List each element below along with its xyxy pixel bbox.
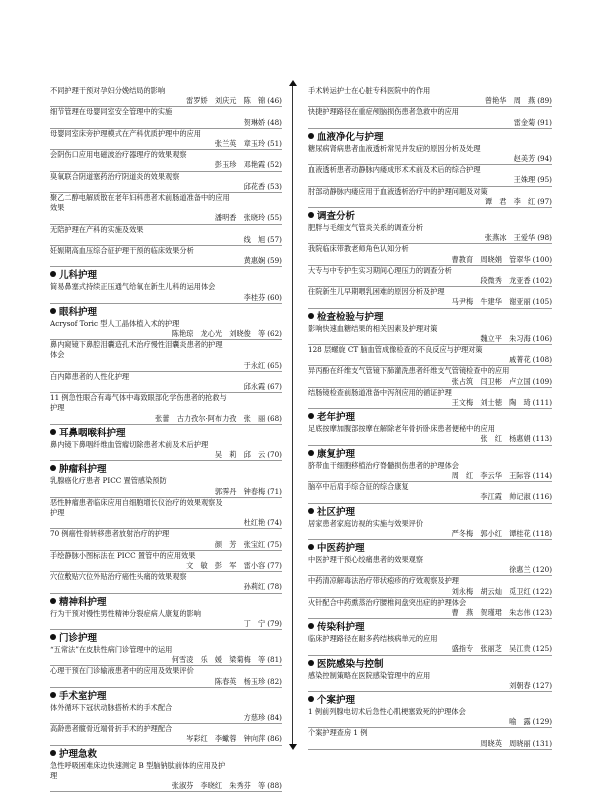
section-heading [308,210,552,223]
entry-page-number: (48) [267,117,282,127]
entry-authors: 曾艳华 周 燕 [484,96,536,106]
entry-authors: 曹教育 周晓娟 管翠华 [451,254,531,264]
entry-title: 个案护理查房 1 例 [308,728,368,738]
entry-authors: 刘朝春 [509,680,531,690]
entry-page-number: (71) [267,486,282,496]
toc-entry[interactable] [308,707,552,728]
toc-entry[interactable] [308,366,552,387]
entry-title: 效果 [50,203,65,213]
toc-entry[interactable] [50,193,282,225]
section-label: 护理急救 [59,748,98,760]
entry-title: 居家患者家庭访视的实施与效果评价 [308,518,424,528]
entry-page-number: (97) [537,196,552,206]
entry-title: 1 例前列腺电切术后急性心肌梗塞致死的护理体会 [308,706,466,716]
toc-entry[interactable] [50,282,282,303]
entry-page-number: (53) [267,181,282,191]
section-label: 康复护理 [317,448,356,460]
entry-page-number: (113) [532,434,552,444]
entry-authors: 雷金菊 [513,117,536,127]
entry-page-number: (129) [532,717,552,727]
entry-title: 无陪护理在产科的实施及效果 [50,224,144,234]
entry-authors: 颜 芳 张宝红 [214,539,266,549]
entry-page-number: (52) [267,160,282,170]
entry-page-number: (89) [537,96,552,106]
section-label: 社区护理 [317,506,356,518]
entry-authors: 丁 宁 [243,618,266,628]
toc-entry[interactable] [308,165,552,186]
bullet-icon [308,212,314,218]
section-label: 眼科护理 [59,306,98,318]
entry-authors: 李江霞 帅记淑 [480,492,531,502]
section-heading [308,621,552,634]
bullet-icon [308,660,314,666]
toc-entry[interactable] [50,372,282,393]
section-label: 调查分析 [317,211,356,223]
section-heading [50,306,282,319]
entry-page-number: (57) [267,234,282,244]
toc-entry[interactable] [308,728,552,749]
entry-title: 我院临床带教老师角色认知分析 [308,244,409,254]
toc-entry[interactable] [50,645,282,666]
entry-page-number: (123) [532,607,552,617]
section-label: 血液净化与护理 [317,131,384,143]
entry-title: 心理干预在门诊输液患者中的应用及效果评价 [50,666,194,676]
column-divider-arrow-up [289,80,297,86]
entry-page-number: (51) [267,139,282,149]
entry-page-number: (46) [267,96,282,106]
entry-page-number: (65) [267,360,282,370]
bullet-icon [50,692,56,698]
entry-authors: 王文梅 刘士徳 陶 琦 [451,398,531,408]
toc-entry[interactable] [308,461,552,482]
entry-authors: 李桂芬 [243,292,266,302]
entry-title: 恶性肿瘤患者临床应用自细胞增长仪治疗的效果观察及 [50,497,223,507]
section-heading [50,463,282,476]
entry-page-number: (94) [537,154,552,164]
toc-entry[interactable] [50,529,282,550]
toc-entry[interactable] [50,340,282,372]
entry-page-number: (116) [532,492,552,502]
entry-page-number: (98) [537,233,552,243]
section-heading [308,542,552,555]
section-heading [308,658,552,671]
toc-entry[interactable] [308,287,552,308]
toc-entry[interactable] [308,345,552,366]
entry-authors: 方慈珍 [243,712,266,722]
entry-title: 手术转运护士在心脏专科医院中的作用 [308,86,431,95]
toc-entry[interactable] [50,246,282,267]
entry-authors: 黄惠娴 [243,256,266,266]
entry-authors: 严冬梅 郭小红 谭桂花 [451,528,531,538]
entry-authors: 喻 露 [509,717,531,727]
entry-title: 穴位敷贴穴位外贴治疗癌性头痛的效果观察 [50,572,187,582]
toc-entry[interactable] [308,388,552,409]
entry-title: 128 层螺旋 CT 脑血管成像检查的不良反应与护理对策 [308,345,483,355]
section-heading [308,311,552,324]
section-heading [308,694,552,707]
column-divider-arrow-down [289,744,297,750]
entry-page-number: (111) [532,398,552,408]
entry-page-number: (125) [532,644,552,654]
toc-entry[interactable] [308,223,552,244]
entry-page-number: (131) [532,738,552,748]
entry-title: 临床护理路径在耐多药结核病单元的应用 [308,634,438,644]
entry-page-number: (75) [267,539,282,549]
entry-title: 火针配合中药熏蒸治疗腰椎间盘突出症的护理体会 [308,597,467,607]
entry-page-number: (122) [532,586,552,596]
entry-title: 糖尿病肾病患者血液透析常见并发症的原因分析及处理 [308,143,481,153]
entry-page-number: (78) [267,582,282,592]
entry-page-number: (82) [267,676,282,686]
entry-title: 快捷护理路径在重症颅脑损伤患者急救中的应用 [308,107,459,117]
toc-entry[interactable] [308,266,552,287]
toc-entry[interactable] [50,476,282,497]
section-label: 手术室护理 [59,690,107,702]
entry-page-number: (118) [532,528,552,538]
entry-title: 母婴同室床旁护理模式在产科优质护理中的应用 [50,128,201,138]
entry-title: 护理 [50,507,65,517]
entry-authors: 何雪凌 乐 媛 梁菊梅 等 [171,655,266,665]
entry-title: 结肠镜检查前肠道准备中泻剂应用的循证护理 [308,387,452,397]
entry-authors: 段微秀 龙亚香 [480,276,531,286]
entry-page-number: (67) [267,382,282,392]
entry-authors: 赵美芳 [513,154,536,164]
entry-page-number: (68) [267,413,282,423]
section-label: 老年护理 [317,412,356,424]
entry-title: 不同护理干预对孕妇分娩结局的影响 [50,86,166,95]
entry-authors: 于永红 [243,360,266,370]
section-heading [50,632,282,645]
entry-page-number: (84) [267,712,282,722]
section-label: 精神科护理 [59,596,107,608]
entry-title: 体外循环下冠状动脉搭桥术的手术配合 [50,702,173,712]
bullet-icon [308,623,314,629]
entry-title: 臭氧联合阴道塞药治疗阴道炎的效果观察 [50,171,180,181]
toc-entry[interactable] [308,144,552,165]
toc-left-column [50,86,282,792]
entry-title: 鼻内镜下鼻咽纤维血管瘤切除患者术前及术后护理 [50,439,209,449]
entry-authors: 周晓英 周晓丽 [480,738,531,748]
section-label: 中医药护理 [317,542,365,554]
entry-page-number: (79) [267,618,282,628]
entry-authors: 张 红 杨惠娟 [480,434,531,444]
entry-authors: 戚菁花 [509,355,531,365]
toc-entry[interactable] [308,107,552,128]
bullet-icon [308,413,314,419]
entry-page-number: (62) [267,329,282,339]
toc-entry[interactable] [50,150,282,171]
toc-entry[interactable] [50,703,282,724]
entry-title: 白内障患者的人性化护理 [50,371,130,381]
entry-page-number: (74) [267,518,282,528]
section-heading [308,506,552,519]
column-divider [292,86,293,746]
bullet-icon [50,634,56,640]
entry-title: 护理 [50,403,65,413]
entry-authors: 邱花香 [243,181,266,191]
entry-authors: 线 旭 [243,234,266,244]
entry-authors: 贺琳娇 [243,117,266,127]
toc-entry[interactable] [308,244,552,265]
entry-authors: 郭霁丹 钟春梅 [214,486,266,496]
entry-title: 70 例癌性骨转移患者放射治疗的护理 [50,529,170,539]
bullet-icon [50,465,56,471]
section-label: 肿瘤科护理 [59,464,107,476]
entry-title: 肥胖与毛细支气管炎关系的调查分析 [308,223,424,233]
entry-page-number: (127) [532,680,552,690]
entry-title: Acrysof Toric 型人工晶体植入术的护理 [50,318,180,328]
entry-title: 血液透析患者动静脉内瘘成形术术前及术后的综合护理 [308,165,481,175]
section-heading [50,748,282,761]
toc-entry[interactable] [308,576,552,597]
bullet-icon [308,450,314,456]
section-heading [308,411,552,424]
entry-title: 11 例急性眼合有毒气体中毒致眼部化学伤患者的抢救与 [50,393,227,403]
entry-page-number: (55) [267,213,282,223]
section-label: 耳鼻咽喉科护理 [59,427,126,439]
section-heading [308,131,552,144]
entry-title: 会阴伤口应用电磁波治疗器理疗的效果观察 [50,150,187,160]
entry-authors: 张蕾 古力孜尔·阿布力孜 张 丽 [155,413,266,423]
entry-authors: 孙莉红 [243,582,266,592]
toc-entry[interactable] [50,551,282,572]
bullet-icon [50,598,56,604]
section-label: 医院感染与控制 [317,658,384,670]
entry-authors: 王姝理 [513,175,536,185]
section-heading [50,596,282,609]
toc-entry[interactable] [308,324,552,345]
toc-entry[interactable] [50,225,282,246]
entry-title: 理 [50,770,58,780]
entry-authors: 徐惠兰 [509,565,531,575]
section-label: 个案护理 [317,694,356,706]
toc-entry[interactable] [308,519,552,540]
entry-title: 妊娠期高血压综合征护理干预的临床效果分析 [50,246,194,256]
toc-entry[interactable] [50,572,282,593]
toc-entry[interactable] [50,172,282,193]
entry-page-number: (114) [532,470,552,480]
entry-title: 大专与中专护生实习期间心理压力的调查分析 [308,265,452,275]
entry-page-number: (102) [532,276,552,286]
entry-title: 脑卒中后肩手综合征的综合康复 [308,482,409,492]
section-heading [50,427,282,440]
bullet-icon [308,508,314,514]
entry-title: 异丙酚在纤维支气管镜下肺灌洗患者纤维支气管镜检查中的应用 [308,366,510,376]
entry-authors: 杜红艳 [243,518,266,528]
bullet-icon [308,544,314,550]
entry-authors: 马尹梅 牛建华 谢亚丽 [451,297,531,307]
entry-title: “五常法”在皮肤性病门诊管理中的运用 [50,644,173,654]
toc-entry[interactable] [50,319,282,340]
toc-entry[interactable] [308,424,552,445]
entry-page-number: (86) [267,734,282,744]
entry-title: 聚乙二醇电解质散在老年妇科患者术前肠道准备中的应用 [50,193,230,203]
entry-page-number: (100) [532,254,552,264]
entry-authors: 张淑芬 李晓红 朱秀芬 等 [171,780,266,790]
entry-title: 鼻内窥镜下鼻腔泪囊造孔术治疗慢性泪囊炎患者的护理 [50,340,223,350]
entry-page-number: (88) [267,780,282,790]
toc-entry[interactable] [50,440,282,461]
toc-entry[interactable] [50,666,282,687]
toc-entry[interactable] [308,598,552,619]
entry-page-number: (108) [532,355,552,365]
entry-page-number: (95) [537,175,552,185]
entry-authors: 盛指专 张丽芝 吴江贵 [451,644,531,654]
bullet-icon [50,308,56,314]
entry-authors: 谭 君 李 红 [484,196,536,206]
toc-entry[interactable] [308,555,552,576]
bullet-icon [50,271,56,277]
entry-title: 体会 [50,350,65,360]
section-label: 门诊护理 [59,632,98,644]
entry-title: 中医护理干预心绞痛患者的效果观察 [308,554,424,564]
entry-authors: 曹 燕 贺瑾珺 朱志伟 [451,607,531,617]
entry-title: 乳腺癌化疗患者 PICC 置管感染预防 [50,476,167,486]
toc-right-column [308,86,552,750]
bullet-icon [308,313,314,319]
entry-page-number: (120) [532,565,552,575]
entry-authors: 魏立平 朱习海 [480,333,531,343]
entry-authors: 吴 莉 邱 云 [214,450,266,460]
entry-authors: 邱永霞 [243,382,266,392]
entry-title: 手绘静脉小图标法在 PICC 置管中的应用效果 [50,550,196,560]
section-label: 传染科护理 [317,622,365,634]
bullet-icon [50,750,56,756]
entry-page-number: (60) [267,292,282,302]
toc-entry[interactable] [308,86,552,107]
section-label: 儿科护理 [59,270,98,282]
toc-entry[interactable] [50,107,282,128]
toc-entry[interactable] [50,129,282,150]
entry-page-number: (77) [267,560,282,570]
entry-title: 中药清凉解毒法治疗带状疱疹的疗效观察及护理 [308,576,459,586]
toc-entry[interactable] [50,724,282,745]
toc-entry[interactable] [308,482,552,503]
section-label: 检查检验与护理 [317,311,384,323]
toc-entry[interactable] [50,609,282,630]
bullet-icon [308,696,314,702]
entry-authors: 潘明香 张晓玲 [214,213,266,223]
entry-page-number: (59) [267,256,282,266]
entry-title: 细节管理在母婴同室安全管理中的实施 [50,107,173,117]
entry-page-number: (81) [267,655,282,665]
entry-authors: 文 敏 彭 军 雷小容 [186,560,266,570]
bullet-icon [50,429,56,435]
entry-authors: 陈春英 杨玉珍 [214,676,266,686]
entry-authors: 陈艳琼 龙心光 刘晓俊 等 [171,329,266,339]
entry-title: 足底按摩加腹部按摩在解除老年骨折卧床患者便秘中的应用 [308,424,495,434]
entry-title: 住院新生儿早期喂乳困难的原因分析及护理 [308,287,445,297]
entry-title: 影响快速血糖结果的相关因素及护理对策 [308,323,438,333]
section-heading [308,448,552,461]
entry-title: 脐带血干细胞移植治疗脊髓损伤患者的护理体会 [308,460,459,470]
bullet-icon [308,133,314,139]
entry-title: 简易鼻塞式持续正压通气给氧在新生儿科的运用体会 [50,282,216,292]
entry-title: 急性呼吸困难床边快速测定 B 型脑钠肽前体的应用及护 [50,760,226,770]
entry-page-number: (91) [537,117,552,127]
entry-page-number: (109) [532,376,552,386]
entry-authors: 张燕冰 王爱华 [484,233,536,243]
entry-page-number: (70) [267,450,282,460]
entry-authors: 刘永梅 胡云灿 觅卫红 [451,586,531,596]
toc-entry[interactable] [50,393,282,425]
entry-authors: 雷罗娇 刘庆元 陈 锦 [186,96,266,106]
toc-entry[interactable] [50,761,282,793]
entry-page-number: (106) [532,333,552,343]
entry-authors: 张兰英 章玉玲 [214,139,266,149]
toc-entry[interactable] [308,671,552,692]
entry-authors: 彭玉珍 邓艳霞 [214,160,266,170]
entry-page-number: (105) [532,297,552,307]
entry-title: 肘部动静脉内瘘应用于血液透析治疗中的护理问题及对策 [308,186,488,196]
entry-authors: 周 红 李云华 王际容 [451,470,531,480]
toc-entry[interactable] [50,86,282,107]
section-heading [50,690,282,703]
toc-entry[interactable] [308,187,552,208]
entry-title: 高龄患者髋骨近端骨折手术的护理配合 [50,724,173,734]
entry-authors: 张占筑 闫卫彬 卢立国 [451,376,531,386]
toc-entry[interactable] [308,634,552,655]
toc-entry[interactable] [50,498,282,530]
section-heading [50,269,282,282]
entry-title: 感染控制策略在医院感染管理中的应用 [308,670,431,680]
entry-authors: 岑彩红 李蠍蓉 钟向萍 [186,734,266,744]
entry-title: 行为干预对慢性男性精神分裂症病人康复的影响 [50,608,201,618]
